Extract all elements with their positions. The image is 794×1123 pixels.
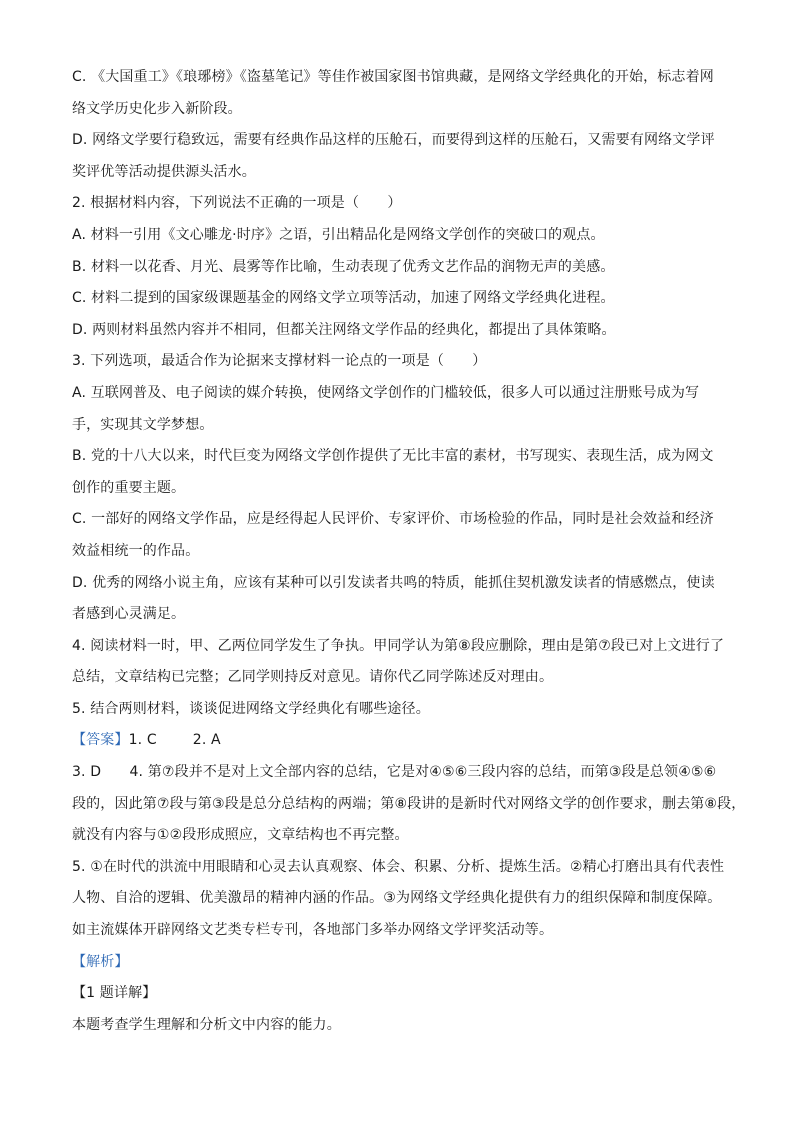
question-2: 2. 根据材料内容，下列说法不正确的一项是（ ） xyxy=(72,195,402,212)
option-line: D. 优秀的网络小说主角，应该有某种可以引发读者共鸣的特质，能抓住契机激发读者的情感燃点，使读 xyxy=(72,574,715,591)
question-4: 4. 阅读材料一时，甲、乙两位同学发生了争执。甲同学认为第⑧段应删除，理由是第⑦段已对上文进行了 xyxy=(72,637,725,654)
text-line: 奖评优等活动提供源头活水。 xyxy=(72,163,256,180)
answer-line xyxy=(72,725,732,757)
document-page xyxy=(72,62,746,1041)
answer-line: 人物、自洽的逻辑、优美激昂的精神内涵的作品。③为网络文学经典化提供有力的组织保障和制度保障。 xyxy=(72,890,722,907)
question-5: 5. 结合两则材料，谈谈促进网络文学经典化有哪些途径。 xyxy=(72,700,430,717)
option-line: 者感到心灵满足。 xyxy=(72,606,186,623)
answer-line: 就没有内容与①②段形成照应，文章结构也不再完整。 xyxy=(72,827,409,844)
option-line: B. 党的十八大以来，时代巨变为网络文学创作提供了无比丰富的素材，书写现实、表现生活，成为网文 xyxy=(72,448,714,465)
option-line: 手，实现其文学梦想。 xyxy=(72,416,214,433)
option-line: C. 一部好的网络文学作品，应是经得起人民评价、专家评价、市场检验的作品，同时是社会效益和经济 xyxy=(72,511,714,528)
question-4: 总结，文章结构已完整；乙同学则持反对意见。请你代乙同学陈述反对理由。 xyxy=(72,669,554,686)
answer-line: 5. ①在时代的洪流中用眼睛和心灵去认真观察、体会、积累、分析、提炼生活。②精心打磨出具有代表性 xyxy=(72,858,725,875)
option-line: A. 材料一引用《文心雕龙·时序》之语，引出精品化是网络文学创作的突破口的观点。 xyxy=(72,226,605,243)
option-line: A. 互联网普及、电子阅读的媒介转换，使网络文学创作的门槛较低，很多人可以通过注册账号成为写 xyxy=(72,384,700,401)
text-line: 络文学历史化步入新阶段。 xyxy=(72,100,242,117)
text-line: C. 《大国重工》《琅琊榜》《盗墓笔记》等佳作被国家图书馆典藏，是网络文学经典化的开始，标志着网 xyxy=(72,69,714,85)
detail-text: 本题考查学生理解和分析文中内容的能力。 xyxy=(72,1016,341,1033)
analysis-tag: 【解析】 xyxy=(72,953,129,970)
answer-1: 1. C xyxy=(128,732,157,749)
question-3: 3. 下列选项，最适合作为论据来支撑材料一论点的一项是（ ） xyxy=(72,353,487,370)
answer-line: 3. D 4. 第⑦段并不是对上文全部内容的总结，它是对④⑤⑥三段内容的总结，而第③段是总领④⑤⑥ xyxy=(72,764,717,781)
answer-line: 如主流媒体开辟网络文艺类专栏专刊，各地部门多举办网络文学评奖活动等。 xyxy=(72,922,554,939)
answer-tag: 【答案】 xyxy=(72,732,129,749)
option-line: D. 两则材料虽然内容并不相同，但都关注网络文学作品的经典化，都提出了具体策略。 xyxy=(72,321,616,338)
answer-line: 段的，因此第⑦段与第③段是总分总结构的两端；第⑧段讲的是新时代对网络文学的创作要求，删去第⑧段， xyxy=(72,795,746,812)
option-line: B. 材料一以花香、月光、晨雾等作比喻，生动表现了优秀文艺作品的润物无声的美感。 xyxy=(72,258,615,275)
detail-tag: 【1 题详解】 xyxy=(72,985,157,1002)
answer-2: 2. A xyxy=(192,732,221,749)
option-line: 效益相统一的作品。 xyxy=(72,542,200,559)
option-line: C. 材料二提到的国家级课题基金的网络文学立项等活动，加速了网络文学经典化进程。 xyxy=(72,290,615,307)
option-line: 创作的重要主题。 xyxy=(72,479,186,496)
text-line: D. 网络文学要行稳致远，需要有经典作品这样的压舱石，而要得到这样的压舱石，又需要有网络文学评 xyxy=(72,132,715,149)
